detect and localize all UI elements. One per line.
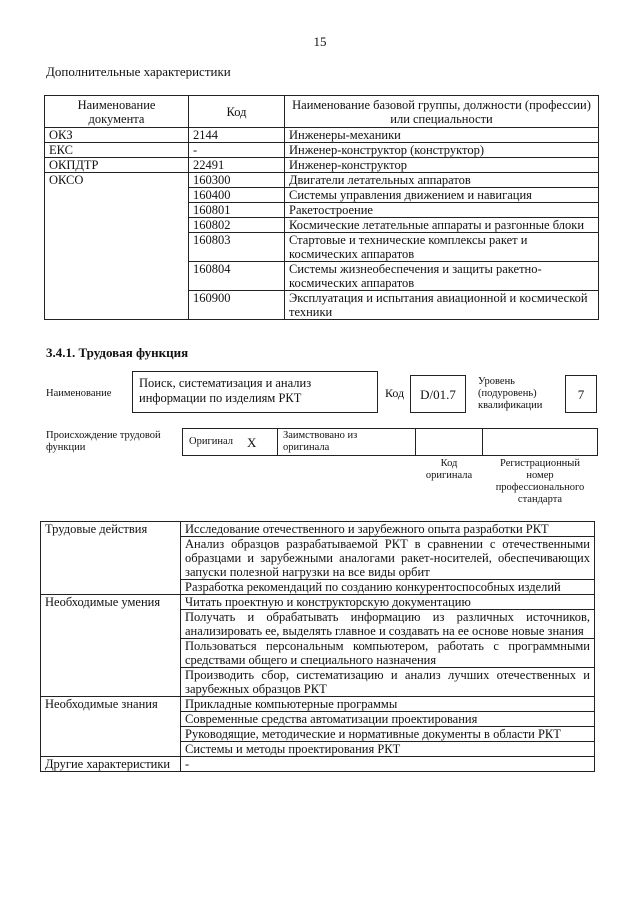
cell-name: Двигатели летательных аппаратов	[285, 173, 599, 188]
cell-code: 160801	[189, 203, 285, 218]
name-label: Наименование	[46, 388, 112, 399]
cell-name: Инженер-конструктор	[285, 158, 599, 173]
table-row	[41, 757, 595, 772]
table-row	[41, 697, 595, 712]
additional-characteristics-table	[44, 95, 599, 320]
labor-action-item: Анализ образцов разрабатываемой РКТ в сравнении с отечественными образцами и зарубежными аналогами ракет-носителей, обеспечивающих запуски полезной нагрузки на все виды орбит	[181, 537, 595, 580]
page-number: 15	[313, 34, 327, 49]
cell-name: Стартовые и технические комплексы ракет и космических аппаратов	[285, 233, 599, 262]
knowledge-item: Руководящие, методические и нормативные документы в области РКТ	[181, 727, 595, 742]
cell-name: Системы управления движением и навигация	[285, 188, 599, 203]
knowledge-item: Современные средства автоматизации проектирования	[181, 712, 595, 727]
cell-code: 160400	[189, 188, 285, 203]
original-mark: X	[247, 435, 257, 450]
knowledge-item: Прикладные компьютерные программы	[181, 697, 595, 712]
cell-name: Эксплуатация и испытания авиационной и космической техники	[285, 291, 599, 320]
origin-box	[182, 428, 598, 456]
labor-function-table	[40, 521, 595, 772]
cell-code: 160803	[189, 233, 285, 262]
cell-doc: ЕКС	[45, 143, 189, 158]
cell-name: Инженеры-механики	[285, 128, 599, 143]
table-row	[45, 128, 599, 143]
cell-name: Ракетостроение	[285, 203, 599, 218]
divider	[277, 429, 278, 455]
cell-name: Инженер-конструктор (конструктор)	[285, 143, 599, 158]
cell-code: 22491	[189, 158, 285, 173]
function-name-value: Поиск, систематизация и анализ информации по изделиям РКТ	[139, 376, 312, 405]
table-row	[41, 595, 595, 610]
function-code-value: D/01.7	[420, 387, 456, 402]
cell-code: 160300	[189, 173, 285, 188]
cell-doc: ОКСО	[45, 173, 189, 320]
borrowed-label: Заимствовано из оригинала	[283, 430, 358, 453]
header-code: Код	[189, 96, 285, 128]
cell-code: 160900	[189, 291, 285, 320]
skill-item: Читать проектную и конструкторскую документацию	[181, 595, 595, 610]
level-label: Уровень (подуровень) квалификации	[478, 376, 543, 411]
code-original-label: Код оригинала	[425, 458, 473, 481]
cell-doc: ОКЗ	[45, 128, 189, 143]
skill-item: Получать и обрабатывать информацию из различных источников, анализировать ее, выделять главное и создавать на ее основе новые знания	[181, 610, 595, 639]
header-name: Наименование базовой группы, должности (профессии) или специальности	[285, 96, 599, 128]
original-label: Оригинал	[189, 436, 233, 447]
function-code-box	[410, 375, 466, 413]
code-label: Код	[385, 386, 405, 400]
header-document: Наименование документа	[45, 96, 189, 128]
knowledge-label: Необходимые знания	[41, 697, 181, 757]
cell-code: 160804	[189, 262, 285, 291]
table-row	[45, 143, 599, 158]
divider	[482, 429, 483, 455]
reg-number-label: Регистрационный номер профессионального стандарта	[495, 458, 585, 505]
other-label: Другие характеристики	[41, 757, 181, 772]
table-header-row	[45, 96, 599, 128]
function-name-box	[132, 371, 378, 413]
labor-action-item: Исследование отечественного и зарубежного опыта разработки РКТ	[181, 522, 595, 537]
cell-code: -	[189, 143, 285, 158]
cell-name: Системы жизнеобеспечения и защиты ракетно-космических аппаратов	[285, 262, 599, 291]
cell-doc: ОКПДТР	[45, 158, 189, 173]
skill-item: Производить сбор, систематизацию и анализ лучших отечественных и зарубежных образцов РКТ	[181, 668, 595, 697]
cell-code: 160802	[189, 218, 285, 233]
origin-label: Происхождение трудовой функции	[46, 430, 161, 453]
table-row	[45, 173, 599, 188]
divider	[415, 429, 416, 455]
skill-item: Пользоваться персональным компьютером, работать с программными средствами общего и специального назначения	[181, 639, 595, 668]
table-row	[41, 522, 595, 537]
skills-label: Необходимые умения	[41, 595, 181, 697]
other-value: -	[181, 757, 595, 772]
level-value: 7	[577, 387, 585, 402]
labor-actions-label: Трудовые действия	[41, 522, 181, 595]
level-box	[565, 375, 597, 413]
cell-code: 2144	[189, 128, 285, 143]
section-title: Дополнительные характеристики	[46, 64, 231, 79]
cell-name: Космические летательные аппараты и разгонные блоки	[285, 218, 599, 233]
knowledge-item: Системы и методы проектирования РКТ	[181, 742, 595, 757]
labor-action-item: Разработка рекомендаций по созданию конкурентоспособных изделий	[181, 580, 595, 595]
function-title: 3.4.1. Трудовая функция	[46, 345, 189, 360]
table-row	[45, 158, 599, 173]
